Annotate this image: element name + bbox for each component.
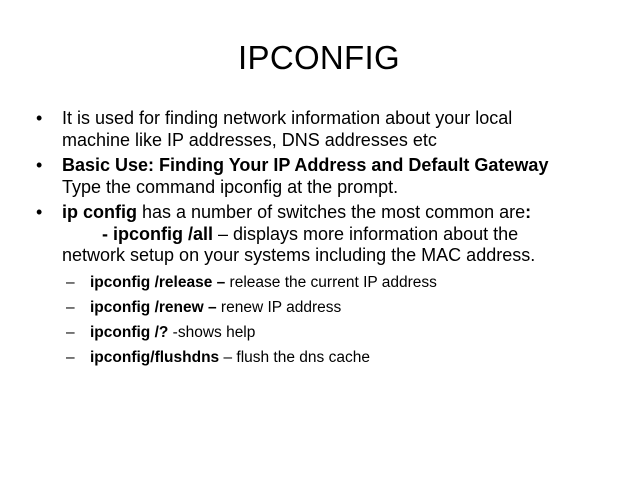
sub-bullet-release (36, 273, 616, 292)
bullet-item-purpose (36, 108, 616, 151)
bullet-text: Type the command ipconfig at the prompt. (62, 176, 399, 197)
switch-all-text: – displays more information about the (213, 223, 519, 244)
switches-all-line (62, 224, 616, 246)
bullet-icon: • (36, 202, 43, 222)
bullet-bold-heading: Basic Use: Finding Your IP Address and Default Gateway (62, 155, 549, 175)
bullet-icon: • (36, 155, 43, 175)
sub-bullet-text: renew IP address (216, 298, 342, 316)
switches-colon: : (525, 202, 532, 222)
sub-bullet-bold: ipconfig /renew – (90, 298, 217, 316)
dash-icon: – (66, 348, 75, 366)
slide-title: IPCONFIG (238, 39, 400, 76)
bullet-icon: • (36, 108, 43, 128)
switch-all-bold: - ipconfig /all (102, 223, 213, 244)
dash-icon: – (66, 298, 75, 316)
sub-bullet-flushdns (36, 348, 616, 367)
sub-bullet-text: release the current IP address (225, 273, 437, 291)
slide-body (36, 108, 616, 371)
bullet-text-line-2: machine like IP addresses, DNS addresses etc (62, 129, 437, 150)
switches-intro-line (62, 202, 616, 224)
sub-bullet-help (36, 323, 616, 342)
sub-bullet-text: -shows help (168, 323, 256, 341)
bullet-text-line-1: It is used for finding network information about your local (62, 108, 513, 128)
sub-bullet-text: – flush the dns cache (219, 348, 370, 366)
sub-bullet-renew (36, 298, 616, 317)
sub-bullet-bold: ipconfig/flushdns (90, 348, 220, 366)
dash-icon: – (66, 323, 75, 341)
switches-all-line-continued: network setup on your systems including the MAC address. (62, 245, 536, 265)
dash-icon: – (66, 273, 75, 291)
bullet-item-switches (36, 202, 616, 267)
switches-lead-bold: ip config (62, 202, 137, 222)
sub-bullet-bold: ipconfig /release – (90, 273, 226, 291)
sub-bullet-bold: ipconfig /? (90, 323, 169, 341)
switches-lead-text: has a number of switches the most common are (137, 202, 526, 222)
bullet-item-basic-use (36, 155, 616, 198)
